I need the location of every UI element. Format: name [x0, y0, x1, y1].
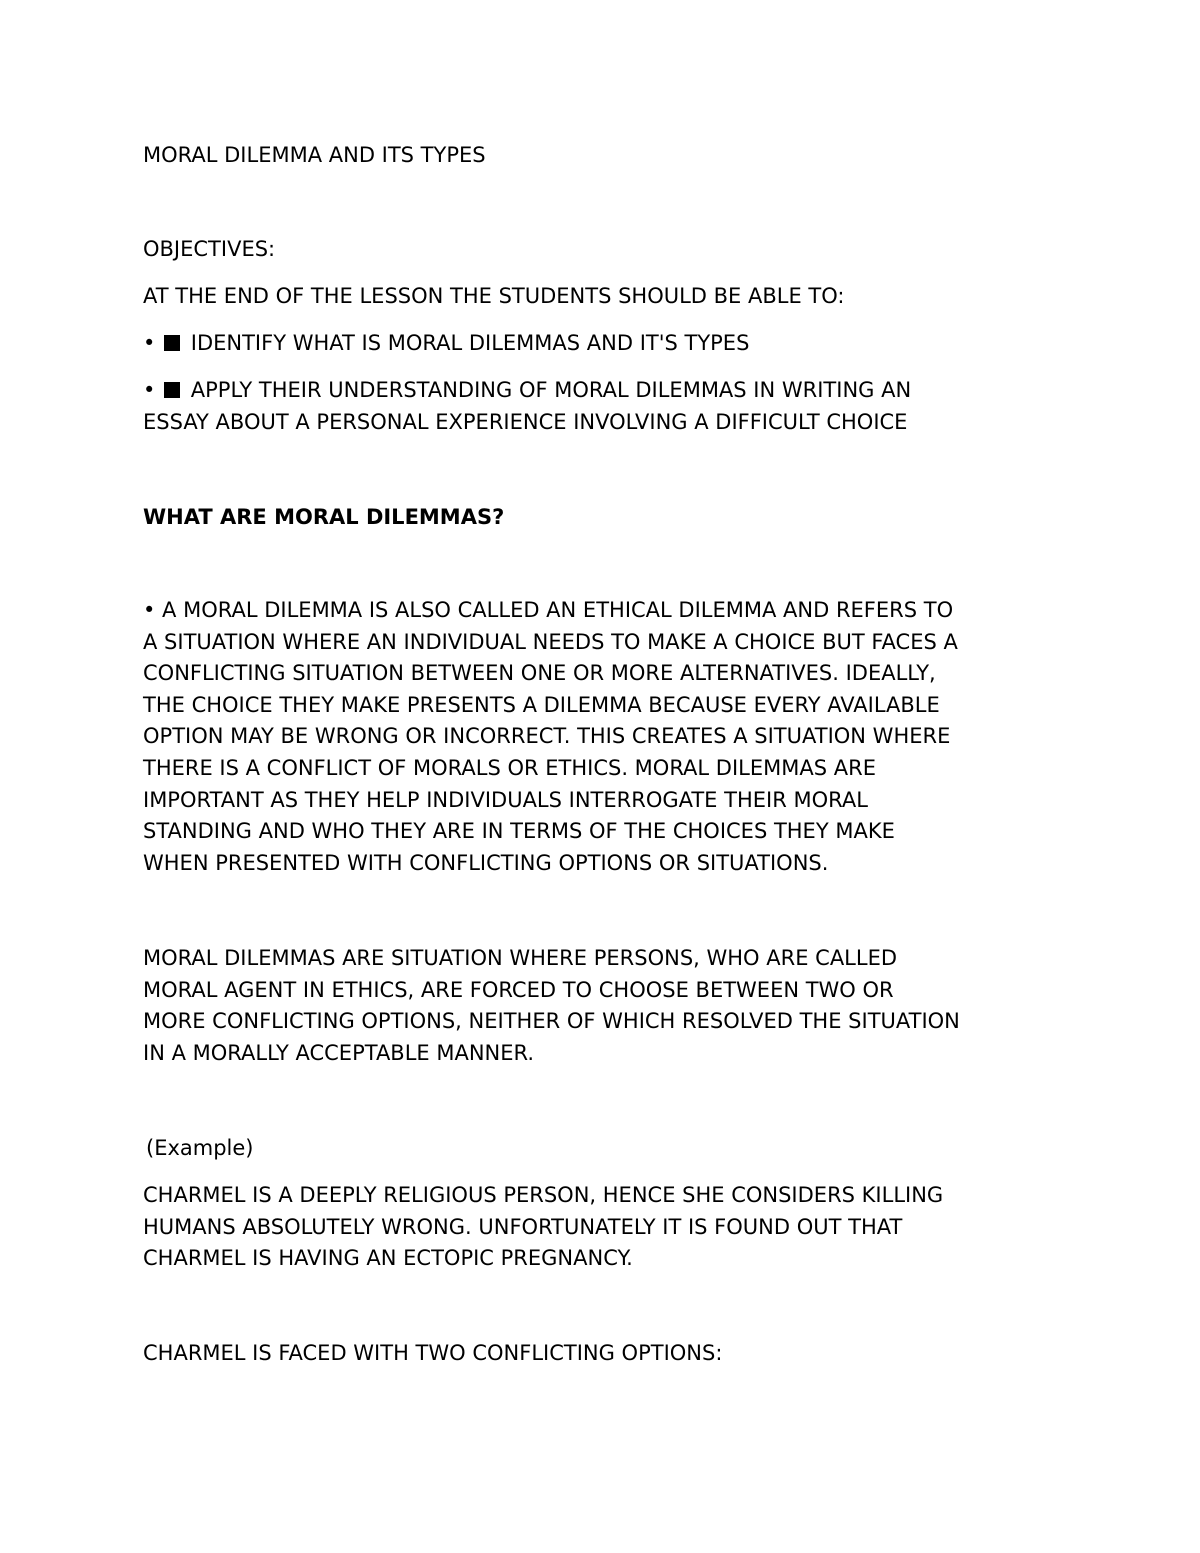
- document-title: MORAL DILEMMA AND ITS TYPES: [143, 143, 486, 167]
- example-label: (Example): [146, 1136, 254, 1160]
- square-bullet-icon: [164, 335, 180, 351]
- paragraph-line: CHARMEL IS HAVING AN ECTOPIC PREGNANCY.: [143, 1246, 633, 1271]
- paragraph-line: A SITUATION WHERE AN INDIVIDUAL NEEDS TO MAKE A CHOICE BUT FACES A: [143, 629, 958, 654]
- paragraph-line: OPTION MAY BE WRONG OR INCORRECT. THIS CREATES A SITUATION WHERE: [143, 724, 951, 749]
- example-paragraph: [143, 1180, 943, 1275]
- paragraph-line: HUMANS ABSOLUTELY WRONG. UNFORTUNATELY IT IS FOUND OUT THAT: [143, 1214, 903, 1239]
- second-definition-paragraph: [143, 943, 960, 1069]
- objective-2-line-2: ESSAY ABOUT A PERSONAL EXPERIENCE INVOLVING A DIFFICULT CHOICE: [143, 409, 908, 434]
- objectives-heading: OBJECTIVES:: [143, 237, 276, 261]
- definition-paragraph: [143, 595, 958, 879]
- paragraph-line: MORAL DILEMMAS ARE SITUATION WHERE PERSONS, WHO ARE CALLED: [143, 946, 898, 970]
- paragraph-line: THE CHOICE THEY MAKE PRESENTS A DILEMMA BECAUSE EVERY AVAILABLE: [143, 692, 940, 717]
- paragraph-line: WHEN PRESENTED WITH CONFLICTING OPTIONS OR SITUATIONS.: [143, 850, 829, 875]
- paragraph-line: IMPORTANT AS THEY HELP INDIVIDUALS INTERROGATE THEIR MORAL: [143, 787, 868, 812]
- paragraph-line: • A MORAL DILEMMA IS ALSO CALLED AN ETHICAL DILEMMA AND REFERS TO: [143, 598, 954, 622]
- objectives-intro: AT THE END OF THE LESSON THE STUDENTS SHOULD BE ABLE TO:: [143, 284, 845, 308]
- paragraph-line: STANDING AND WHO THEY ARE IN TERMS OF THE CHOICES THEY MAKE: [143, 819, 895, 844]
- paragraph-line: IN A MORALLY ACCEPTABLE MANNER.: [143, 1040, 535, 1065]
- paragraph-line: MORAL AGENT IN ETHICS, ARE FORCED TO CHOOSE BETWEEN TWO OR: [143, 977, 894, 1002]
- bullet-dot: •: [143, 378, 156, 402]
- paragraph-line: CHARMEL IS A DEEPLY RELIGIOUS PERSON, HENCE SHE CONSIDERS KILLING: [143, 1183, 944, 1207]
- bullet-dot: •: [143, 331, 156, 355]
- paragraph-line: MORE CONFLICTING OPTIONS, NEITHER OF WHICH RESOLVED THE SITUATION: [143, 1009, 960, 1034]
- objective-2-line-1: APPLY THEIR UNDERSTANDING OF MORAL DILEMMAS IN WRITING AN: [190, 378, 912, 402]
- square-bullet-icon: [164, 382, 180, 398]
- objective-item-1: [143, 327, 749, 359]
- options-intro: CHARMEL IS FACED WITH TWO CONFLICTING OPTIONS:: [143, 1341, 723, 1365]
- objective-1-text: IDENTIFY WHAT IS MORAL DILEMMAS AND IT'S TYPES: [190, 331, 750, 355]
- objective-item-2: [143, 375, 911, 438]
- paragraph-line: THERE IS A CONFLICT OF MORALS OR ETHICS. MORAL DILEMMAS ARE: [143, 755, 876, 780]
- section-heading: WHAT ARE MORAL DILEMMAS?: [143, 505, 505, 529]
- paragraph-line: CONFLICTING SITUATION BETWEEN ONE OR MORE ALTERNATIVES. IDEALLY,: [143, 661, 936, 686]
